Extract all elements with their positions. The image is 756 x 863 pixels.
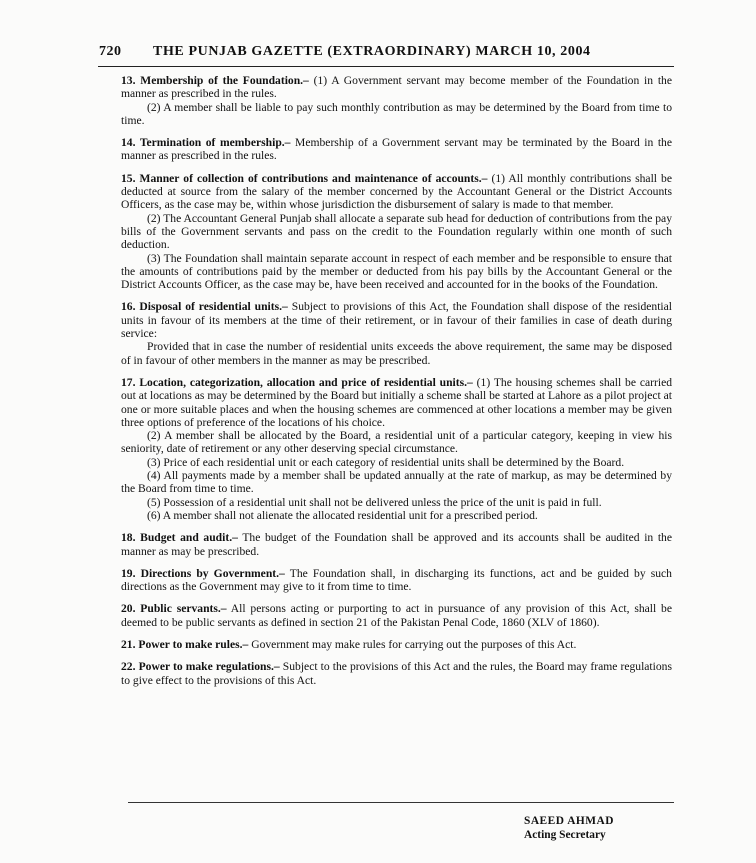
section-heading: 21. Power to make rules.– [121,637,249,651]
paragraph-text: All persons acting or purporting to act in pursuance of any provision of this Act, shall be deemed to be public servants as defined in section 21 of the Pakistan Penal Code, 1860 (XLV of 1860). [121,602,672,629]
section-heading: 14. Termination of membership.– [121,136,291,150]
section-paragraph [121,340,672,367]
section-14 [121,136,672,163]
gazette-title: THE PUNJAB GAZETTE (EXTRAORDINARY) MARCH 10, 2004 [153,44,591,59]
paragraph-text: (5) Possession of a residential unit shall not be delivered unless the price of the unit is paid in full. [147,495,602,509]
paragraph-text: (1) The housing schemes shall be carried out at locations as may be determined by the Board but initially a scheme shall be started at Lahore as a pilot project at one or more suitable places and when the housing schemes are commenced at other locations a member may be given three options of preference of the locations of his choice. [121,375,673,429]
section-16 [121,300,672,366]
section-21 [121,638,672,651]
section-paragraph [121,172,672,212]
paragraph-text: (2) The Accountant General Punjab shall allocate a separate sub head for deduction of contributions from the pay bills of the Government servants and pass on the credit to the Foundation regularly within one month of such deduction. [121,211,672,252]
section-22 [121,660,672,687]
paragraph-text: The Foundation shall, in discharging its functions, act and be guided by such directions as the Government may give to it from time to time. [121,566,672,594]
section-paragraph [121,136,672,163]
paragraph-text: (1) All monthly contributions shall be deducted at source from the salary of the member concerned by the Accountant General or the District Accounts Officers, as the case may be, within whose jurisdiction the disbursement of salary is made to that member. [121,171,672,212]
paragraph-text: The budget of the Foundation shall be approved and its accounts shall be audited in the manner as may be prescribed. [121,531,672,558]
paragraph-text: Subject to provisions of this Act, the Foundation shall dispose of the residential units in favour of its members at the time of their retirement, or in favour of their families in case of death during service: [121,300,672,341]
section-heading: 15. Manner of collection of contributions and maintenance of accounts.– [121,171,488,185]
page-number: 720 [99,44,122,59]
section-paragraph [121,496,672,509]
paragraph-text: (6) A member shall not alienate the allocated residential unit for a prescribed period. [147,508,538,522]
section-paragraph [121,101,672,128]
section-paragraph [121,74,672,101]
section-heading: 19. Directions by Government.– [121,566,285,580]
section-paragraph [121,509,672,522]
paragraph-text: (3) Price of each residential unit or each category of residential units shall be determined by the Board. [147,455,625,469]
section-heading: 13. Membership of the Foundation.– [121,74,309,87]
paragraph-text: Membership of a Government servant may be terminated by the Board in the manner as prescribed in the rules. [121,136,673,163]
page-header [99,44,679,66]
section-paragraph [121,531,672,558]
section-paragraph [121,429,672,456]
section-heading: 22. Power to make regulations.– [121,660,280,674]
section-15 [121,172,672,292]
section-20 [121,602,672,629]
section-paragraph [121,638,672,651]
section-paragraph [121,212,672,252]
section-heading: 20. Public servants.– [121,602,227,616]
section-heading: 16. Disposal of residential units.– [121,300,288,314]
paragraph-text: (2) A member shall be liable to pay such monthly contribution as may be determined by the Board from time to time. [121,100,672,127]
section-17 [121,376,672,522]
header-rule [98,66,674,67]
section-paragraph [121,660,672,687]
section-paragraph [121,567,672,594]
section-paragraph [121,602,672,629]
paragraph-text: Subject to the provisions of this Act and the rules, the Board may frame regulations to give effect to the provisions of this Act. [121,660,672,687]
paragraph-text: (1) A Government servant may become member of the Foundation in the manner as prescribed in the rules. [121,74,672,101]
section-paragraph [121,376,672,429]
section-18 [121,531,672,558]
section-paragraph [121,252,672,292]
signature-block [524,815,614,842]
section-heading: 17. Location, categorization, allocation and price of residential units.– [121,375,473,389]
section-paragraph [121,456,672,469]
section-paragraph [121,300,672,340]
paragraph-text: Provided that in case the number of residential units exceeds the above requirement, the same may be disposed of in favour of other members in the manner as may be prescribed. [121,340,672,367]
paragraph-text: Government may make rules for carrying out the purposes of this Act. [251,637,577,651]
signatory-designation: Acting Secretary [524,828,606,841]
section-heading: 18. Budget and audit.– [121,531,238,545]
paragraph-text: (4) All payments made by a member shall be updated annually at the rate of markup, as may be determined by the Board from time to time. [121,469,672,496]
paragraph-text: (2) A member shall be allocated by the Board, a residential unit of a particular category, keeping in view his seniority, date of retirement or any other deserving special circumstance. [121,429,672,456]
signatory-name: SAEED AHMAD [524,815,614,827]
paragraph-text: (3) The Foundation shall maintain separate account in respect of each member and be responsible to ensure that the amounts of contributions paid by the member or deducted from his pay bills by the Accountant General or the District Accounts Officer, as the case may be, have been received and accounted for in the books of the Foundation. [121,251,672,292]
footer-rule [128,802,674,803]
section-13 [121,74,672,127]
section-paragraph [121,469,672,496]
section-19 [121,567,672,594]
sections-body [121,74,672,696]
